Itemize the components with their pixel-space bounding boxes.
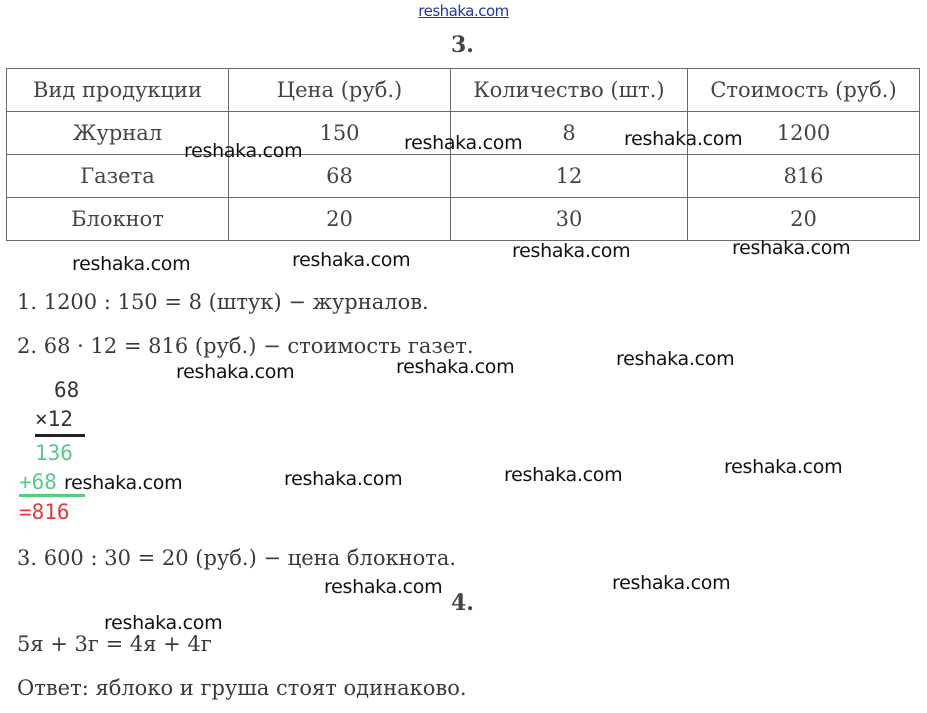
watermark: reshaka.com	[724, 456, 843, 478]
table-cell: 20	[229, 198, 451, 241]
solution-step-3: 3. 600 : 30 = 20 (руб.) − цена блокнота.	[17, 546, 457, 570]
watermark: reshaka.com	[396, 356, 515, 378]
table-header-row	[7, 69, 920, 112]
sum-rule	[19, 494, 85, 497]
table-cell: Блокнот	[7, 198, 229, 241]
table-cell: 12	[451, 155, 688, 198]
table-row	[7, 198, 920, 241]
table-row	[7, 155, 920, 198]
watermark: reshaka.com	[612, 572, 731, 594]
equation: 5я + 3г = 4я + 4г	[17, 632, 212, 656]
partial-product-2: +68	[19, 470, 57, 494]
table-cell: 68	[229, 155, 451, 198]
products-table	[6, 68, 920, 241]
watermark: reshaka.com	[104, 612, 223, 634]
multiplier: ×12	[35, 407, 73, 431]
table-cell: 1200	[688, 112, 920, 155]
watermark: reshaka.com	[72, 253, 191, 275]
site-link[interactable]: reshaka.com	[418, 2, 509, 20]
task-4-heading: 4.	[451, 590, 474, 616]
solution-step-1: 1. 1200 : 150 = 8 (штук) − журналов.	[17, 290, 429, 314]
task-3-heading: 3.	[451, 32, 474, 58]
multiplication-result: =816	[19, 500, 70, 524]
multiplication-rule	[35, 434, 85, 437]
table-cell: 816	[688, 155, 920, 198]
solution-step-2: 2. 68 · 12 = 816 (руб.) − стоимость газет.	[17, 334, 474, 358]
answer: Ответ: яблоко и груша стоят одинаково.	[17, 676, 467, 700]
watermark: reshaka.com	[732, 237, 851, 259]
watermark: reshaka.com	[176, 361, 295, 383]
table-cell: 8	[451, 112, 688, 155]
watermark: reshaka.com	[504, 464, 623, 486]
table-cell: 20	[688, 198, 920, 241]
table-cell: 150	[229, 112, 451, 155]
table-cell: Журнал	[7, 112, 229, 155]
table-cell: Газета	[7, 155, 229, 198]
multiplicand: 68	[54, 378, 80, 402]
watermark: reshaka.com	[512, 240, 631, 262]
watermark: reshaka.com	[284, 468, 403, 490]
watermark: reshaka.com	[616, 348, 735, 370]
table-header-cell: Вид продукции	[7, 69, 229, 112]
table-cell: 30	[451, 198, 688, 241]
partial-product-1: 136	[35, 441, 73, 465]
watermark: reshaka.com	[324, 576, 443, 598]
table-header-cell: Стоимость (руб.)	[688, 69, 920, 112]
watermark: reshaka.com	[64, 472, 183, 494]
table-header-cell: Цена (руб.)	[229, 69, 451, 112]
table-header-cell: Количество (шт.)	[451, 69, 688, 112]
watermark: reshaka.com	[404, 132, 523, 154]
watermark: reshaka.com	[184, 140, 303, 162]
watermark: reshaka.com	[292, 249, 411, 271]
watermark: reshaka.com	[624, 128, 743, 150]
